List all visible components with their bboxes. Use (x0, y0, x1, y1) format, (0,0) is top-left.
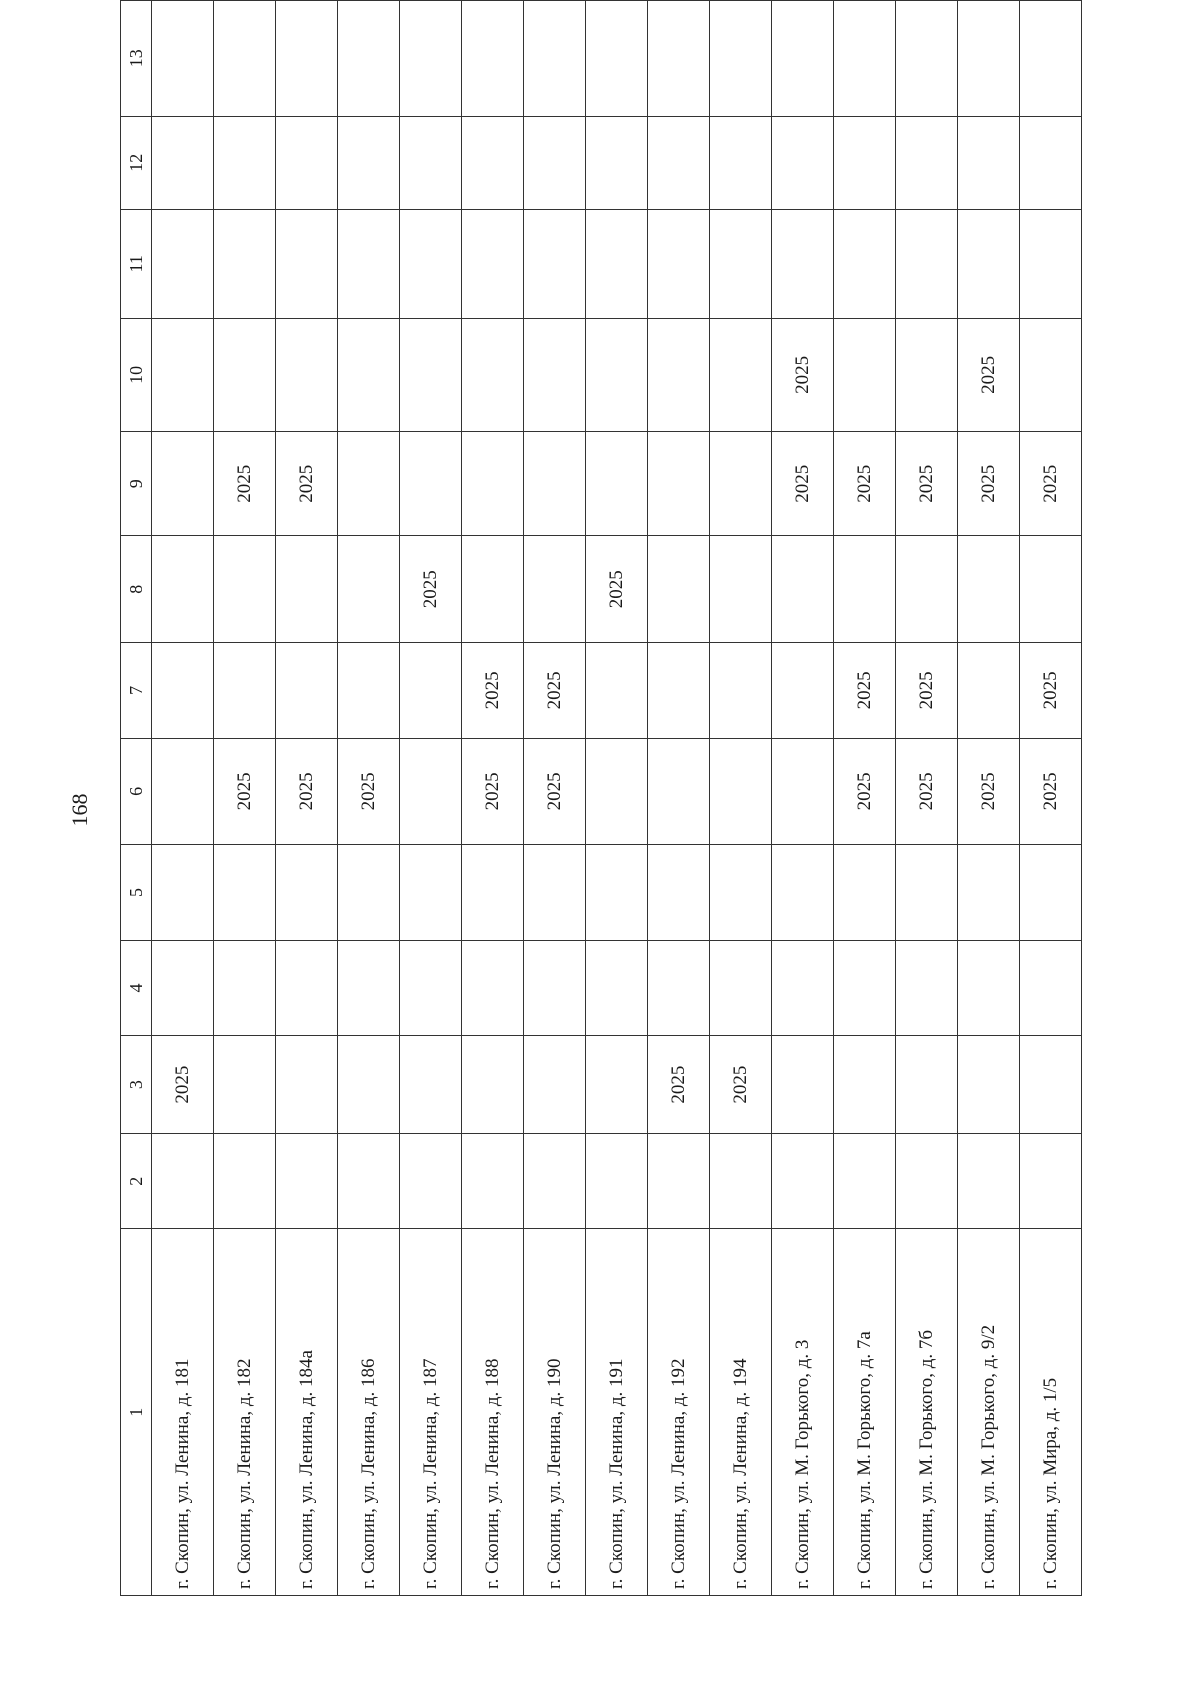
year-cell-col-3 (462, 1036, 524, 1134)
table-row (462, 1, 524, 1596)
year-cell-col-5 (400, 845, 462, 941)
year-cell-col-8 (214, 536, 276, 643)
year-cell-col-11 (586, 209, 648, 318)
year-cell-col-13 (400, 1, 462, 117)
year-cell-col-10 (152, 318, 214, 431)
year-cell-col-13 (524, 1, 586, 117)
address-cell: г. Скопин, ул. Ленина, д. 184а (276, 1229, 338, 1596)
table-row (524, 1, 586, 1596)
year-cell-col-4 (338, 940, 400, 1036)
year-cell-col-11 (1020, 209, 1082, 318)
address-cell: г. Скопин, ул. Мира, д. 1/5 (1020, 1229, 1082, 1596)
year-cell-col-13 (276, 1, 338, 117)
year-cell-col-8 (958, 536, 1020, 643)
year-cell-col-5 (710, 845, 772, 941)
year-cell-col-11 (276, 209, 338, 318)
year-cell-col-2 (462, 1133, 524, 1229)
address-cell: г. Скопин, ул. М. Горького, д. 9/2 (958, 1229, 1020, 1596)
table-row (152, 1, 214, 1596)
year-cell-col-6 (710, 738, 772, 845)
year-cell-col-2 (152, 1133, 214, 1229)
year-cell-col-10: 2025 (772, 318, 834, 431)
year-cell-col-8 (710, 536, 772, 643)
year-cell-col-9: 2025 (958, 432, 1020, 536)
year-cell-col-5 (834, 845, 896, 941)
address-cell: г. Скопин, ул. Ленина, д. 190 (524, 1229, 586, 1596)
year-cell-col-4 (586, 940, 648, 1036)
year-cell-col-7 (214, 643, 276, 739)
year-cell-col-4 (648, 940, 710, 1036)
year-cell-col-9 (152, 432, 214, 536)
address-cell: г. Скопин, ул. Ленина, д. 186 (338, 1229, 400, 1596)
address-cell: г. Скопин, ул. М. Горького, д. 3 (772, 1229, 834, 1596)
year-cell-col-4 (1020, 940, 1082, 1036)
year-cell-col-5 (772, 845, 834, 941)
year-cell-col-9: 2025 (214, 432, 276, 536)
address-cell: г. Скопин, ул. Ленина, д. 191 (586, 1229, 648, 1596)
year-cell-col-2 (772, 1133, 834, 1229)
year-cell-col-3 (338, 1036, 400, 1134)
year-cell-col-9: 2025 (896, 432, 958, 536)
year-cell-col-11 (772, 209, 834, 318)
year-cell-col-2 (896, 1133, 958, 1229)
year-cell-col-7 (772, 643, 834, 739)
year-cell-col-2 (710, 1133, 772, 1229)
year-cell-col-6: 2025 (834, 738, 896, 845)
year-cell-col-3: 2025 (648, 1036, 710, 1134)
year-cell-col-10 (214, 318, 276, 431)
year-cell-col-11 (958, 209, 1020, 318)
column-header-10: 10 (121, 318, 152, 431)
year-cell-col-12 (586, 116, 648, 209)
year-cell-col-3 (276, 1036, 338, 1134)
year-cell-col-7: 2025 (1020, 643, 1082, 739)
year-cell-col-12 (1020, 116, 1082, 209)
year-cell-col-7 (710, 643, 772, 739)
year-cell-col-13 (772, 1, 834, 117)
year-cell-col-7: 2025 (462, 643, 524, 739)
year-cell-col-3 (896, 1036, 958, 1134)
year-cell-col-5 (586, 845, 648, 941)
year-cell-col-7 (338, 643, 400, 739)
year-cell-col-13 (586, 1, 648, 117)
year-cell-col-8 (896, 536, 958, 643)
year-cell-col-12 (152, 116, 214, 209)
table-body (152, 1, 1082, 1596)
year-cell-col-11 (710, 209, 772, 318)
year-cell-col-10: 2025 (958, 318, 1020, 431)
table-row (648, 1, 710, 1596)
table-row (1020, 1, 1082, 1596)
year-cell-col-5 (1020, 845, 1082, 941)
address-cell: г. Скопин, ул. М. Горького, д. 7а (834, 1229, 896, 1596)
year-cell-col-13 (958, 1, 1020, 117)
year-cell-col-8 (338, 536, 400, 643)
year-cell-col-6: 2025 (462, 738, 524, 845)
column-header-2: 2 (121, 1133, 152, 1229)
table-row (896, 1, 958, 1596)
year-cell-col-6: 2025 (338, 738, 400, 845)
year-cell-col-4 (152, 940, 214, 1036)
address-cell: г. Скопин, ул. М. Горького, д. 7б (896, 1229, 958, 1596)
rotated-table-container (120, 0, 1082, 1596)
year-cell-col-12 (958, 116, 1020, 209)
year-cell-col-7 (152, 643, 214, 739)
year-cell-col-12 (648, 116, 710, 209)
year-cell-col-5 (462, 845, 524, 941)
year-cell-col-11 (834, 209, 896, 318)
year-cell-col-2 (276, 1133, 338, 1229)
year-cell-col-5 (152, 845, 214, 941)
year-cell-col-2 (524, 1133, 586, 1229)
year-cell-col-8: 2025 (400, 536, 462, 643)
year-cell-col-12 (524, 116, 586, 209)
column-header-13: 13 (121, 1, 152, 117)
year-cell-col-10 (648, 318, 710, 431)
year-cell-col-13 (152, 1, 214, 117)
year-cell-col-10 (524, 318, 586, 431)
year-cell-col-13 (214, 1, 276, 117)
address-cell: г. Скопин, ул. Ленина, д. 182 (214, 1229, 276, 1596)
year-cell-col-12 (338, 116, 400, 209)
header-row (121, 1, 152, 1596)
year-cell-col-11 (214, 209, 276, 318)
year-cell-col-13 (462, 1, 524, 117)
year-cell-col-8 (834, 536, 896, 643)
year-cell-col-11 (462, 209, 524, 318)
address-cell: г. Скопин, ул. Ленина, д. 187 (400, 1229, 462, 1596)
year-cell-col-12 (462, 116, 524, 209)
table-row (710, 1, 772, 1596)
year-cell-col-11 (896, 209, 958, 318)
address-cell: г. Скопин, ул. Ленина, д. 192 (648, 1229, 710, 1596)
year-cell-col-13 (896, 1, 958, 117)
year-cell-col-2 (214, 1133, 276, 1229)
year-cell-col-9 (648, 432, 710, 536)
column-header-6: 6 (121, 738, 152, 845)
year-cell-col-10 (586, 318, 648, 431)
year-cell-col-10 (462, 318, 524, 431)
year-cell-col-3 (400, 1036, 462, 1134)
column-header-9: 9 (121, 432, 152, 536)
year-cell-col-6 (152, 738, 214, 845)
year-cell-col-8 (1020, 536, 1082, 643)
column-header-7: 7 (121, 643, 152, 739)
year-cell-col-4 (462, 940, 524, 1036)
year-cell-col-11 (648, 209, 710, 318)
year-cell-col-13 (710, 1, 772, 117)
year-cell-col-10 (276, 318, 338, 431)
year-cell-col-12 (896, 116, 958, 209)
year-cell-col-2 (586, 1133, 648, 1229)
year-cell-col-4 (276, 940, 338, 1036)
year-cell-col-8 (524, 536, 586, 643)
table-row (338, 1, 400, 1596)
year-cell-col-10 (1020, 318, 1082, 431)
year-cell-col-3 (586, 1036, 648, 1134)
year-cell-col-10 (896, 318, 958, 431)
year-cell-col-8: 2025 (586, 536, 648, 643)
year-cell-col-9 (710, 432, 772, 536)
year-cell-col-5 (524, 845, 586, 941)
year-cell-col-9 (524, 432, 586, 536)
year-cell-col-9 (338, 432, 400, 536)
address-cell: г. Скопин, ул. Ленина, д. 188 (462, 1229, 524, 1596)
year-cell-col-8 (462, 536, 524, 643)
year-cell-col-7 (958, 643, 1020, 739)
page-number: 168 (67, 793, 92, 827)
year-cell-col-6 (772, 738, 834, 845)
year-cell-col-11 (400, 209, 462, 318)
year-cell-col-6 (400, 738, 462, 845)
year-cell-col-9 (462, 432, 524, 536)
column-header-12: 12 (121, 116, 152, 209)
year-cell-col-12 (772, 116, 834, 209)
column-header-3: 3 (121, 1036, 152, 1134)
table-row (214, 1, 276, 1596)
year-cell-col-8 (648, 536, 710, 643)
year-cell-col-5 (276, 845, 338, 941)
year-cell-col-13 (1020, 1, 1082, 117)
year-cell-col-3 (834, 1036, 896, 1134)
table-row (958, 1, 1020, 1596)
year-cell-col-9 (586, 432, 648, 536)
year-cell-col-13 (338, 1, 400, 117)
column-header-5: 5 (121, 845, 152, 941)
year-cell-col-5 (648, 845, 710, 941)
year-cell-col-6: 2025 (896, 738, 958, 845)
year-cell-col-6: 2025 (524, 738, 586, 845)
column-header-11: 11 (121, 209, 152, 318)
year-cell-col-9: 2025 (772, 432, 834, 536)
year-cell-col-7: 2025 (834, 643, 896, 739)
year-cell-col-4 (524, 940, 586, 1036)
year-cell-col-12 (400, 116, 462, 209)
year-cell-col-7 (400, 643, 462, 739)
year-cell-col-3 (214, 1036, 276, 1134)
year-cell-col-3: 2025 (710, 1036, 772, 1134)
year-cell-col-11 (152, 209, 214, 318)
year-cell-col-8 (152, 536, 214, 643)
year-cell-col-5 (958, 845, 1020, 941)
address-cell: г. Скопин, ул. Ленина, д. 181 (152, 1229, 214, 1596)
year-cell-col-6: 2025 (1020, 738, 1082, 845)
year-cell-col-4 (710, 940, 772, 1036)
table-row (586, 1, 648, 1596)
year-cell-col-13 (834, 1, 896, 117)
year-cell-col-12 (710, 116, 772, 209)
column-header-8: 8 (121, 536, 152, 643)
year-cell-col-5 (338, 845, 400, 941)
year-cell-col-9: 2025 (276, 432, 338, 536)
year-cell-col-4 (400, 940, 462, 1036)
year-cell-col-7 (648, 643, 710, 739)
year-cell-col-10 (338, 318, 400, 431)
address-cell: г. Скопин, ул. Ленина, д. 194 (710, 1229, 772, 1596)
year-cell-col-4 (834, 940, 896, 1036)
year-cell-col-2 (1020, 1133, 1082, 1229)
year-cell-col-9: 2025 (834, 432, 896, 536)
year-cell-col-6 (648, 738, 710, 845)
year-cell-col-8 (772, 536, 834, 643)
column-header-4: 4 (121, 940, 152, 1036)
year-cell-col-4 (958, 940, 1020, 1036)
year-cell-col-6: 2025 (214, 738, 276, 845)
year-cell-col-7 (586, 643, 648, 739)
year-cell-col-2 (958, 1133, 1020, 1229)
repair-schedule-table (120, 0, 1082, 1596)
year-cell-col-4 (896, 940, 958, 1036)
year-cell-col-2 (834, 1133, 896, 1229)
year-cell-col-3 (1020, 1036, 1082, 1134)
year-cell-col-4 (214, 940, 276, 1036)
column-header-1: 1 (121, 1229, 152, 1596)
year-cell-col-7: 2025 (896, 643, 958, 739)
year-cell-col-5 (214, 845, 276, 941)
year-cell-col-7 (276, 643, 338, 739)
year-cell-col-4 (772, 940, 834, 1036)
year-cell-col-11 (524, 209, 586, 318)
year-cell-col-10 (400, 318, 462, 431)
year-cell-col-2 (338, 1133, 400, 1229)
year-cell-col-12 (214, 116, 276, 209)
table-row (772, 1, 834, 1596)
table-row (400, 1, 462, 1596)
year-cell-col-7: 2025 (524, 643, 586, 739)
table-row (834, 1, 896, 1596)
year-cell-col-3 (958, 1036, 1020, 1134)
year-cell-col-11 (338, 209, 400, 318)
year-cell-col-8 (276, 536, 338, 643)
year-cell-col-5 (896, 845, 958, 941)
year-cell-col-2 (648, 1133, 710, 1229)
year-cell-col-9 (400, 432, 462, 536)
year-cell-col-12 (834, 116, 896, 209)
year-cell-col-6: 2025 (958, 738, 1020, 845)
year-cell-col-3 (772, 1036, 834, 1134)
year-cell-col-10 (834, 318, 896, 431)
table-row (276, 1, 338, 1596)
year-cell-col-3 (524, 1036, 586, 1134)
year-cell-col-2 (400, 1133, 462, 1229)
year-cell-col-9: 2025 (1020, 432, 1082, 536)
year-cell-col-6: 2025 (276, 738, 338, 845)
year-cell-col-6 (586, 738, 648, 845)
year-cell-col-3: 2025 (152, 1036, 214, 1134)
year-cell-col-13 (648, 1, 710, 117)
year-cell-col-12 (276, 116, 338, 209)
year-cell-col-10 (710, 318, 772, 431)
